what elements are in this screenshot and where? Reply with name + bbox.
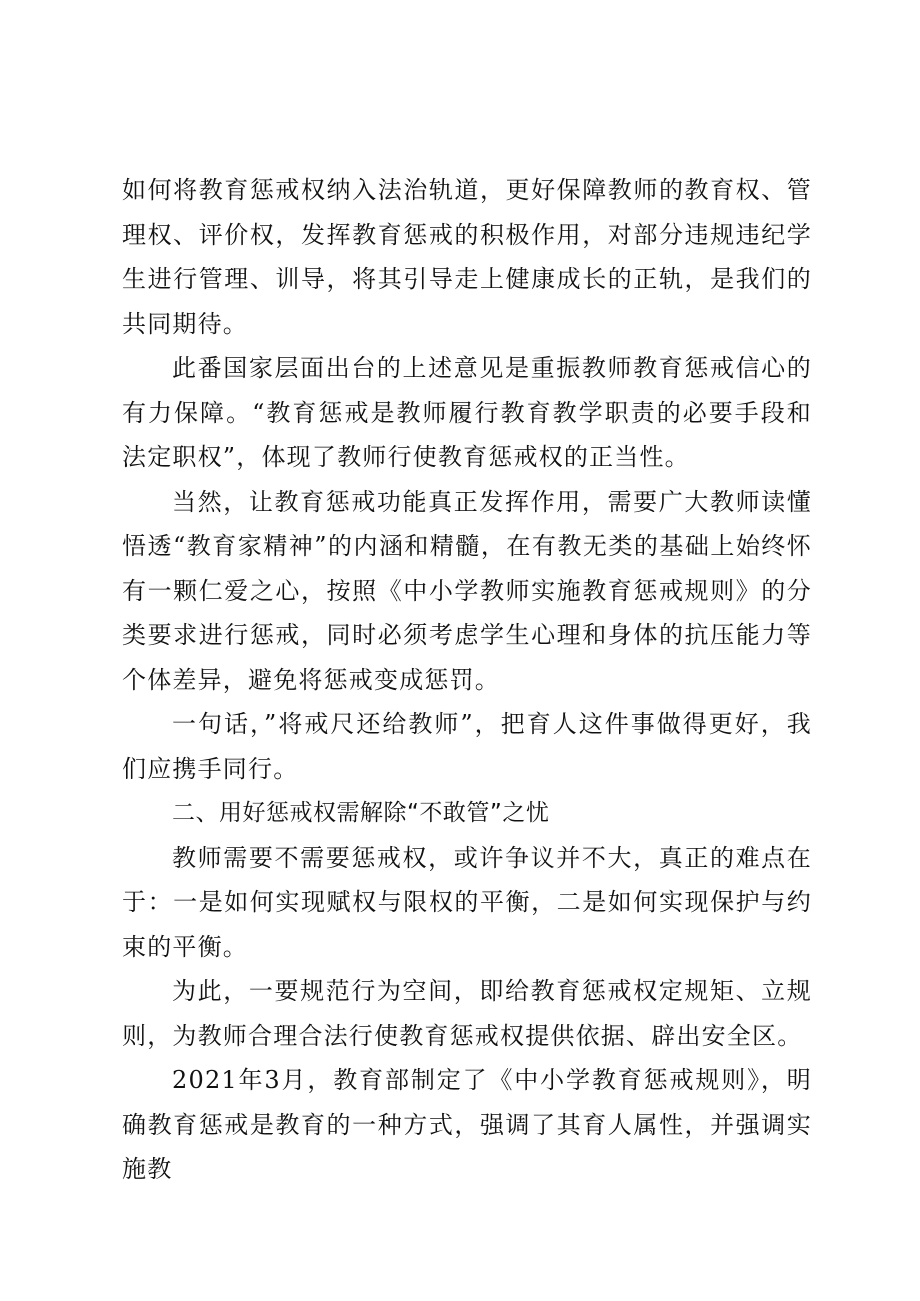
paragraph-3: 当然，让教育惩戒功能真正发挥作用，需要广大教师读懂悟透“教育家精神”的内涵和精髓，在有教无类的基础上始终怀有一颗仁爱之心，按照《中小学教师实施教育惩戒规则》的分类要求进行惩戒，同时必须考虑学生心理和身体的抗压能力等个体差异，避免将惩戒变成惩罚。: [122, 487, 812, 694]
paragraph-2: 此番国家层面出台的上述意见是重振教师教育惩戒信心的有力保障。“教育惩戒是教师履行教育教学职责的必要手段和法定职权”，体现了教师行使教育惩戒权的正当性。: [122, 354, 812, 471]
paragraph-1: 如何将教育惩戒权纳入法治轨道，更好保障教师的教育权、管理权、评价权，发挥教育惩戒的积极作用，对部分违规违纪学生进行管理、训导，将其引导走上健康成长的正轨，是我们的共同期待。: [122, 176, 812, 338]
paragraph-4: 一句话，”将戒尺还给教师”，把育人这件事做得更好，我们应携手同行。: [122, 710, 812, 783]
document-page: [122, 168, 812, 1192]
paragraph-7: 2021年3月，教育部制定了《中小学教育惩戒规则》，明确教育惩戒是教育的一种方式，强调了其育人属性，并强调实施教: [122, 1066, 812, 1183]
section-heading: 二、用好惩戒权需解除“不敢管”之忧: [172, 800, 550, 826]
paragraph-5: 教师需要不需要惩戒权，或许争议并不大，真正的难点在于：一是如何实现赋权与限权的平衡，二是如何实现保护与约束的平衡。: [122, 843, 812, 961]
paragraph-6: 为此，一要规范行为空间，即给教育惩戒权定规矩、立规则，为教师合理合法行使教育惩戒权提供依据、辟出安全区。: [122, 977, 812, 1050]
